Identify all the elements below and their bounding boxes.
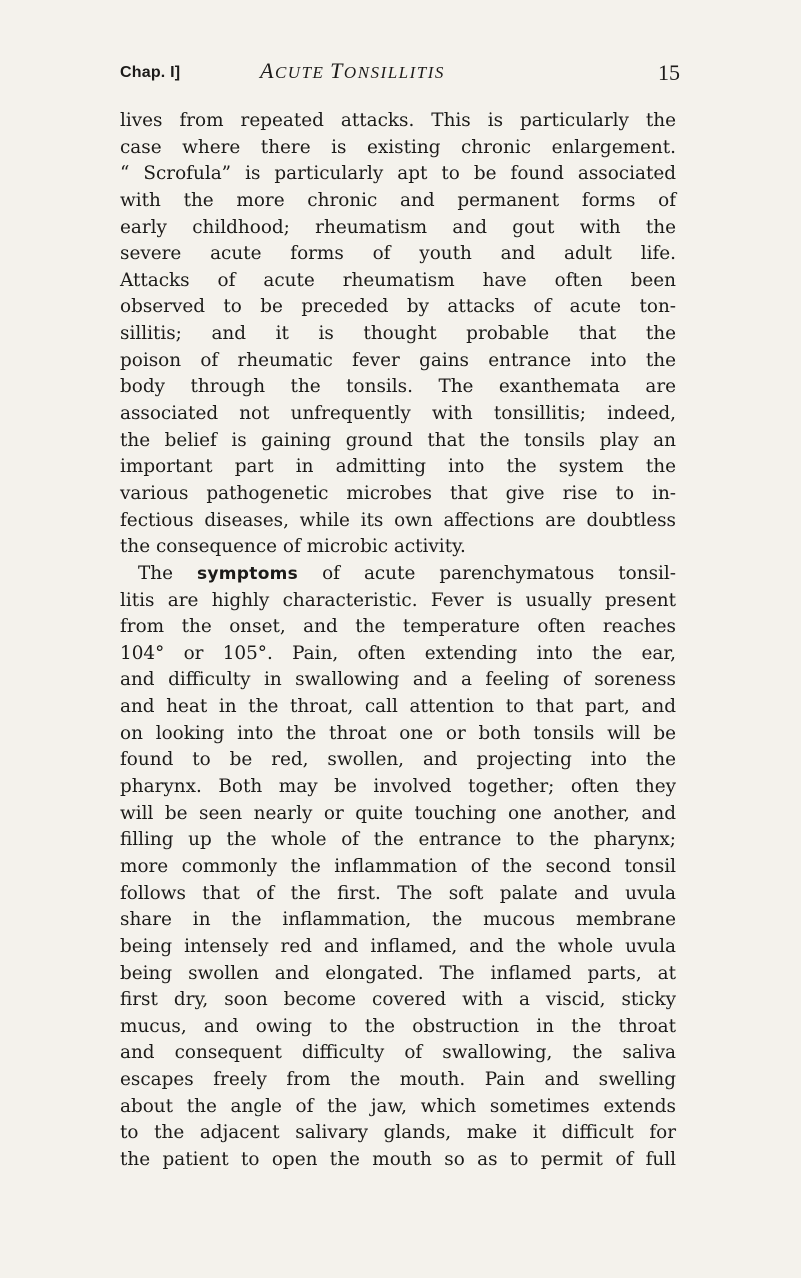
text-line: will be seen nearly or quite touching one another, and — [120, 802, 676, 824]
running-title-d: ONSILLITIS — [343, 63, 445, 82]
text-line: being swollen and elongated. The inflamed parts, at — [120, 962, 676, 984]
text-line: body through the tonsils. The exanthemata are — [120, 376, 676, 398]
text-line: mucus, and owing to the obstruction in the throat — [120, 1015, 676, 1037]
text-line: more commonly the inflammation of the second tonsil — [120, 855, 676, 877]
text-line: case where there is existing chronic enlargement. — [120, 136, 676, 158]
text-line: litis are highly characteristic. Fever is usually present — [120, 589, 676, 611]
text-line: the patient to open the mouth so as to permit of full — [120, 1148, 676, 1170]
text-line: filling up the whole of the entrance to the pharynx; — [120, 829, 676, 851]
text-line: severe acute forms of youth and adult life. — [120, 243, 676, 265]
text-line: being intensely red and inflamed, and the whole uvula — [120, 935, 676, 957]
running-title-a: A — [260, 58, 275, 83]
text-line: from the onset, and the temperature often reaches — [120, 616, 676, 638]
text-line: first dry, soon become covered with a viscid, sticky — [120, 989, 676, 1011]
text-line: to the adjacent salivary glands, make it difficult for — [120, 1122, 676, 1144]
text-line: the belief is gaining ground that the tonsils play an — [120, 429, 676, 451]
text-line: observed to be preceded by attacks of acute ton- — [120, 296, 676, 318]
text-line: Attacks of acute rheumatism have often been — [120, 269, 676, 291]
text-line: the consequence of microbic activity. — [120, 536, 466, 558]
text-line: 104° or 105°. Pain, often extending into the ear, — [120, 642, 676, 664]
symptoms-paragraph-start — [120, 561, 676, 588]
text-line: share in the inflammation, the mucous membrane — [120, 909, 676, 931]
text-line: found to be red, swollen, and projecting into the — [120, 749, 676, 771]
text-line: about the angle of the jaw, which sometimes extends — [120, 1095, 676, 1117]
text-line: with the more chronic and permanent forms of — [120, 189, 676, 211]
running-header — [120, 58, 680, 92]
symptoms-heading-word: symptoms — [196, 563, 299, 584]
text-line: associated not unfrequently with tonsillitis; indeed, — [120, 403, 676, 425]
text-line: “ Scrofula” is particularly apt to be found associated — [120, 163, 676, 185]
text-line: and consequent difficulty of swallowing, the saliva — [120, 1042, 676, 1064]
page-number: 15 — [658, 60, 680, 85]
text-line: and difficulty in swallowing and a feeling of soreness — [120, 669, 676, 691]
text-line: various pathogenetic microbes that give rise to in- — [120, 482, 676, 504]
chapter-label: Chap. I] — [120, 64, 181, 81]
text-line: poison of rheumatic fever gains entrance into the — [120, 349, 676, 371]
text-line: follows that of the first. The soft palate and uvula — [120, 882, 676, 904]
text-line: important part in admitting into the system the — [120, 456, 676, 478]
text-line: escapes freely from the mouth. Pain and swelling — [120, 1069, 676, 1091]
running-title-c: T — [330, 58, 344, 83]
symptoms-suffix: of acute parenchymatous tonsil- — [298, 562, 676, 584]
body-text — [120, 108, 676, 1174]
symptoms-prefix: The — [138, 562, 197, 584]
text-line: pharynx. Both may be involved together; often they — [120, 776, 676, 798]
text-line: early childhood; rheumatism and gout with the — [120, 216, 676, 238]
text-line: fectious diseases, while its own affections are doubtless — [120, 509, 676, 531]
running-title-b: CUTE — [274, 63, 331, 82]
text-line: on looking into the throat one or both tonsils will be — [120, 722, 676, 744]
text-line: lives from repeated attacks. This is particularly the — [120, 110, 676, 131]
text-line: and heat in the throat, call attention to that part, and — [120, 696, 676, 718]
text-line: sillitis; and it is thought probable that the — [120, 323, 676, 345]
running-title — [260, 58, 445, 84]
